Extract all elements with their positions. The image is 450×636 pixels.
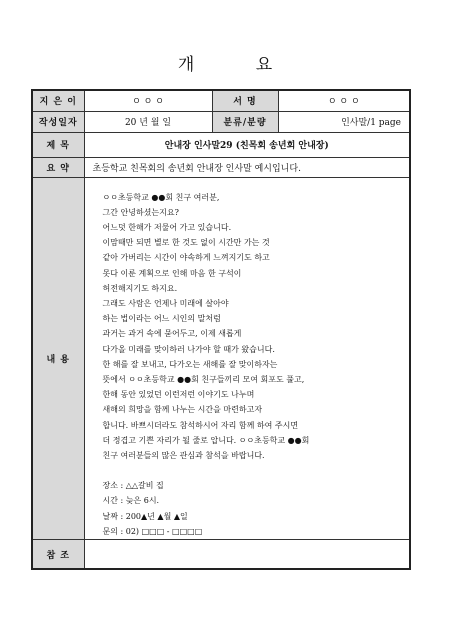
content-line: 합니다. 바쁘시더라도 참석하시어 자리 함께 하여 주시면 [102, 420, 299, 430]
date-label: 작성일자 [32, 111, 84, 132]
signature-label: 서 명 [212, 90, 278, 111]
content-line: 이맘때만 되면 별로 한 것도 없이 시간만 가는 것 [102, 238, 270, 248]
content-body [84, 177, 410, 539]
overview-table [31, 89, 411, 570]
writer-label: 지 은 이 [32, 90, 84, 111]
content-line: 뜻에서 ㅇㅇ초등학교 ●●회 친구들끼리 모여 회포도 풀고, [102, 374, 305, 384]
content-line: 그래도 사람은 언제나 미래에 살아야 [102, 298, 229, 308]
content-spacer [103, 463, 410, 478]
subject-label: 제 목 [32, 132, 84, 157]
content-line: 허전해지기도 하지요. [102, 283, 178, 293]
info-place: 장소 : △△갈비 집 [102, 481, 164, 491]
content-line: 새해의 희망을 함께 나누는 시간을 마련하고자 [102, 405, 263, 415]
content-line: 한해 동안 있었던 이런저런 이야기도 나누며 [102, 390, 255, 400]
page-title: 개 요 [177, 55, 301, 75]
info-date: 날짜 : 200▲년 ▲월 ▲일 [102, 511, 188, 521]
content-line: 못다 이룬 계획으로 인해 마음 한 구석이 [102, 268, 242, 278]
category-label: 분류/분량 [212, 111, 278, 132]
row-subject [32, 132, 410, 157]
content-line: 어느덧 한해가 저물어 가고 있습니다. [102, 222, 232, 232]
content-line: 그간 안녕하셨는지요? [102, 207, 179, 217]
summary-value: 초등학교 친목회의 송년회 안내장 인사말 예시입니다. [84, 157, 410, 177]
content-line: 다가올 미래를 맞이하러 나가야 할 때가 왔습니다. [102, 344, 275, 354]
content-line: 한 해를 잘 보내고, 다가오는 새해를 잘 맞이하자는 [102, 359, 278, 369]
summary-label: 요 약 [32, 157, 84, 177]
row-summary [32, 157, 410, 177]
info-contact: 문의 : 02) □□□ - □□□□ [102, 526, 203, 536]
subject-value: 안내장 인사말29 (친목회 송년회 안내장) [84, 132, 410, 157]
content-line: 같아 가버리는 시간이 야속하게 느껴지기도 하고 [102, 253, 270, 263]
writer-value: ㅇ ㅇ ㅇ [84, 90, 212, 111]
row-writer [32, 90, 410, 111]
info-time: 시간 : 늦은 6시. [102, 496, 160, 506]
row-content [32, 177, 410, 539]
signature-value: ㅇ ㅇ ㅇ [278, 90, 410, 111]
reference-label: 참 조 [32, 539, 84, 569]
content-label: 내 용 [32, 177, 84, 539]
content-line: 과거는 과거 속에 묻어두고, 이제 새롭게 [102, 329, 242, 339]
row-date [32, 111, 410, 132]
content-line: ㅇㅇ초등학교 ●●회 친구 여러분, [102, 192, 220, 202]
date-value: 20 년 월 일 [84, 111, 212, 132]
content-line: 하는 법이라는 어느 시인의 말처럼 [102, 314, 221, 324]
content-line: 친구 여러분들의 많은 관심과 참석을 바랍니다. [102, 450, 265, 460]
row-reference [32, 539, 410, 569]
content-line: 더 정겹고 기쁜 자리가 될 줄로 압니다. ㅇㅇ초등학교 ●●회 [102, 435, 310, 445]
reference-value [84, 539, 410, 569]
category-value: 인사말/1 page [278, 111, 410, 132]
